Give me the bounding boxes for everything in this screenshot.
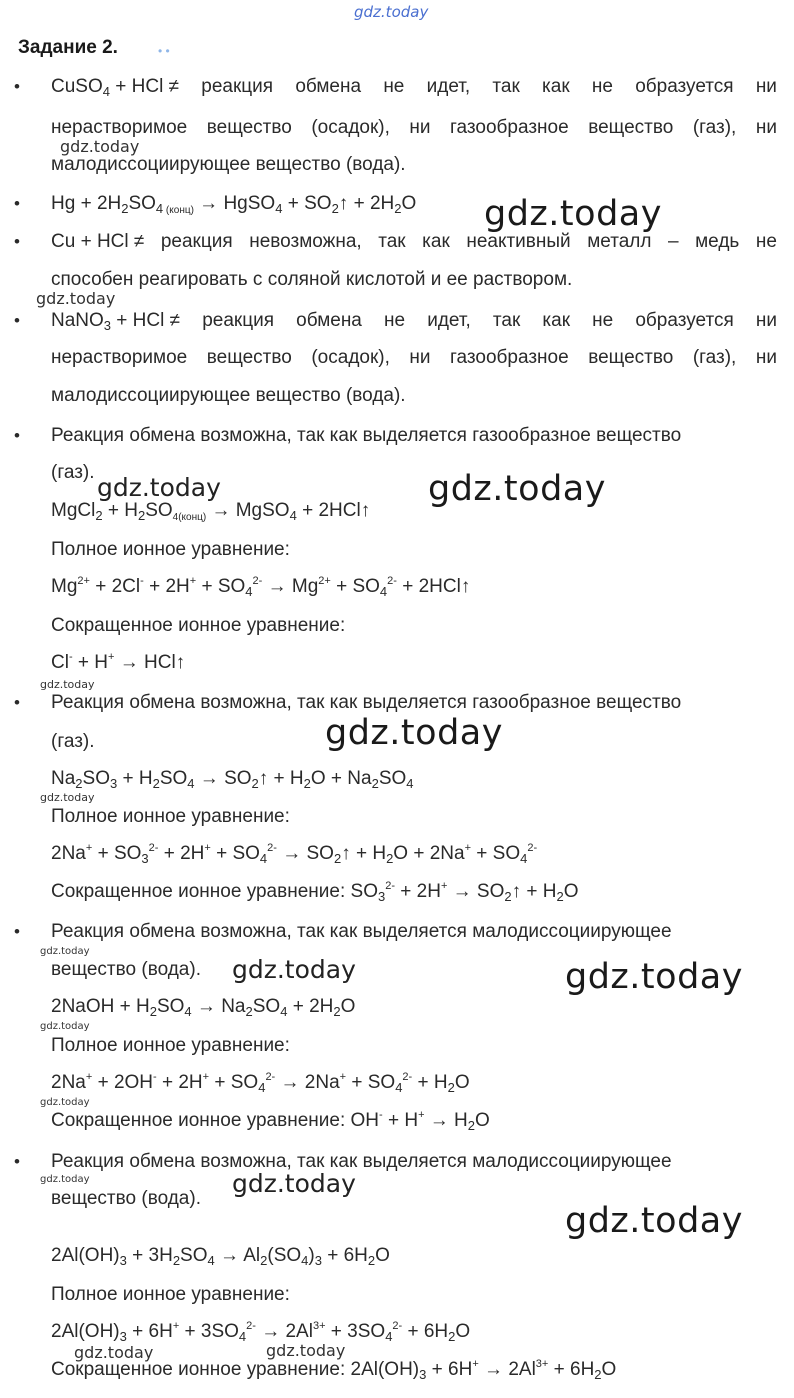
item3-line1: Cu + HCl ≠ реакция невозможна, так как неактивный металл – медь не xyxy=(51,231,777,252)
watermark-medium: gdz.today xyxy=(232,955,356,984)
item4-line1: NaNO$_3$ + HCl ≠ реакция обмена не идет, так как не образуется ни xyxy=(51,310,777,333)
item6-short-label: Сокращенное ионное уравнение: xyxy=(51,881,351,902)
item6-equation: $Na_2SO_3 + H_2SO_4$ → $SO_2↑ + H_2O + Na_2SO_4$ xyxy=(51,768,414,791)
item5-line1: Реакция обмена возможна, так как выделяется газообразное вещество xyxy=(51,425,682,446)
item6-full-ionic: $2Na^+ + SO_3^{2-} + 2H^+ + SO_4^{2-}$ → $SO_2↑ + H_2O + 2Na^+ + SO_4^{2-}$ xyxy=(51,842,538,866)
bullet: • xyxy=(14,1152,20,1171)
watermark-xsmall: gdz.today xyxy=(40,1097,90,1108)
item6-line1: Реакция обмена возможна, так как выделяется газообразное вещество xyxy=(51,692,682,713)
watermark-xsmall: gdz.today xyxy=(40,1174,90,1185)
item5-short-ionic: Cl- + H+ → HCl↑ xyxy=(51,651,186,673)
watermark-small: gdz.today xyxy=(60,137,140,156)
watermark-small: gdz.today xyxy=(266,1341,346,1360)
item3-line2: способен реагировать с соляной кислотой и ее раствором. xyxy=(51,269,573,290)
watermark-xsmall: gdz.today xyxy=(40,1021,90,1032)
item7-line1: Реакция обмена возможна, так как выделяется малодиссоциирующее xyxy=(51,921,672,942)
item4-equation: NaNO$_3$ + HCl ≠ xyxy=(51,310,181,333)
item6-line2: (газ). xyxy=(51,731,95,752)
item4-line3: малодиссоциирующее вещество (вода). xyxy=(51,385,406,406)
item7-short: Сокращенное ионное уравнение: $OH^- + H^+ \to H_2O$ xyxy=(51,1109,490,1133)
item2-equation: $Hg + 2H_2SO_4$ $_{(конц)}$ → HgSO$_4$ + $SO_2↑ + 2H_2O$ xyxy=(51,193,417,216)
item8-line2: вещество (вода). xyxy=(51,1188,201,1209)
item8-short: Сокращенное ионное уравнение: $2Al(OH)_3 + 6H^+ \to 2Al^{3+} + 6H_2O$ xyxy=(51,1358,617,1382)
item8-equation: $2Al(OH)_3 + 3H_2SO_4 \to Al_2(SO_4)_3 + 6H_2O$ xyxy=(51,1245,390,1268)
watermark-medium: gdz.today xyxy=(232,1169,356,1198)
watermark-xsmall: gdz.today xyxy=(40,678,95,691)
item1-line2: нерастворимое вещество (осадок), ни газообразное вещество (газ), ни xyxy=(51,117,777,138)
bullet: • xyxy=(14,232,20,251)
item5-equation: MgCl$_2$ + $H_2SO_{4(конц)}$ → MgSO$_4$ + 2HCl↑ xyxy=(51,500,371,523)
watermark-large: gdz.today xyxy=(484,194,662,234)
item7-line2: вещество (вода). xyxy=(51,959,201,980)
watermark-large: gdz.today xyxy=(565,957,743,997)
item7-short-label: Сокращенное ионное уравнение: xyxy=(51,1110,351,1131)
bullet: • xyxy=(14,311,20,330)
item7-full-label: Полное ионное уравнение: xyxy=(51,1035,290,1056)
item5-short-label: Сокращенное ионное уравнение: xyxy=(51,615,346,636)
item6-short: Сокращенное ионное уравнение: $SO_3^{2-} + 2H^+$ → $SO_2↑ + H_2O$ xyxy=(51,880,579,904)
item6-full-label: Полное ионное уравнение: xyxy=(51,806,290,827)
watermark-large: gdz.today xyxy=(325,713,503,753)
item1-line1: CuSO$_4$ + HCl ≠ реакция обмена не идет, так как не образуется ни xyxy=(51,76,777,99)
watermark-xsmall: gdz.today xyxy=(40,791,95,804)
watermark-large: gdz.today xyxy=(565,1201,743,1241)
watermark-small: gdz.today xyxy=(74,1343,154,1362)
item7-full-ionic: $2Na^+ + 2OH^- + 2H^+ + SO_4^{2-} \to 2Na^+ + SO_4^{2-} + H_2O$ xyxy=(51,1071,470,1095)
watermark-large: gdz.today xyxy=(428,469,606,509)
item7-equation: 2NaOH + $H_2SO_4 \to Na_2SO_4 + 2H_2O$ xyxy=(51,996,356,1019)
watermark-xsmall: gdz.today xyxy=(40,946,90,957)
item5-full-label: Полное ионное уравнение: xyxy=(51,539,290,560)
watermark-medium: gdz.today xyxy=(97,473,221,502)
bullet: • xyxy=(14,922,20,941)
bullet: • xyxy=(14,693,20,712)
item3-equation: Cu + HCl ≠ xyxy=(51,231,145,252)
item8-full-ionic: $2Al(OH)_3 + 6H^+ + 3SO_4^{2-} \to 2Al^{3+} + 3SO_4^{2-} + 6H_2O$ xyxy=(51,1320,471,1344)
bullet: • xyxy=(14,194,20,213)
bullet: • xyxy=(14,77,20,96)
bullet: • xyxy=(14,426,20,445)
item8-line1: Реакция обмена возможна, так как выделяется малодиссоциирующее xyxy=(51,1151,672,1172)
item8-short-label: Сокращенное ионное уравнение: xyxy=(51,1359,351,1380)
watermark-top: gdz.today xyxy=(354,3,429,21)
item8-full-label: Полное ионное уравнение: xyxy=(51,1284,290,1305)
decorative-dots: • • xyxy=(158,44,170,58)
item1-equation: CuSO$_4$ + HCl ≠ xyxy=(51,76,180,99)
task-title: Задание 2. xyxy=(18,37,118,58)
item5-line2: (газ). xyxy=(51,462,95,483)
item4-line2: нерастворимое вещество (осадок), ни газообразное вещество (газ), ни xyxy=(51,347,777,368)
item1-line3: малодиссоциирующее вещество (вода). xyxy=(51,154,406,175)
item5-full-ionic: $Mg^{2+} + 2Cl^- + 2H^+ + SO_4^{2-} \to Mg^{2+} + SO_4^{2-}$ + 2HCl↑ xyxy=(51,575,471,599)
watermark-small: gdz.today xyxy=(36,289,116,308)
